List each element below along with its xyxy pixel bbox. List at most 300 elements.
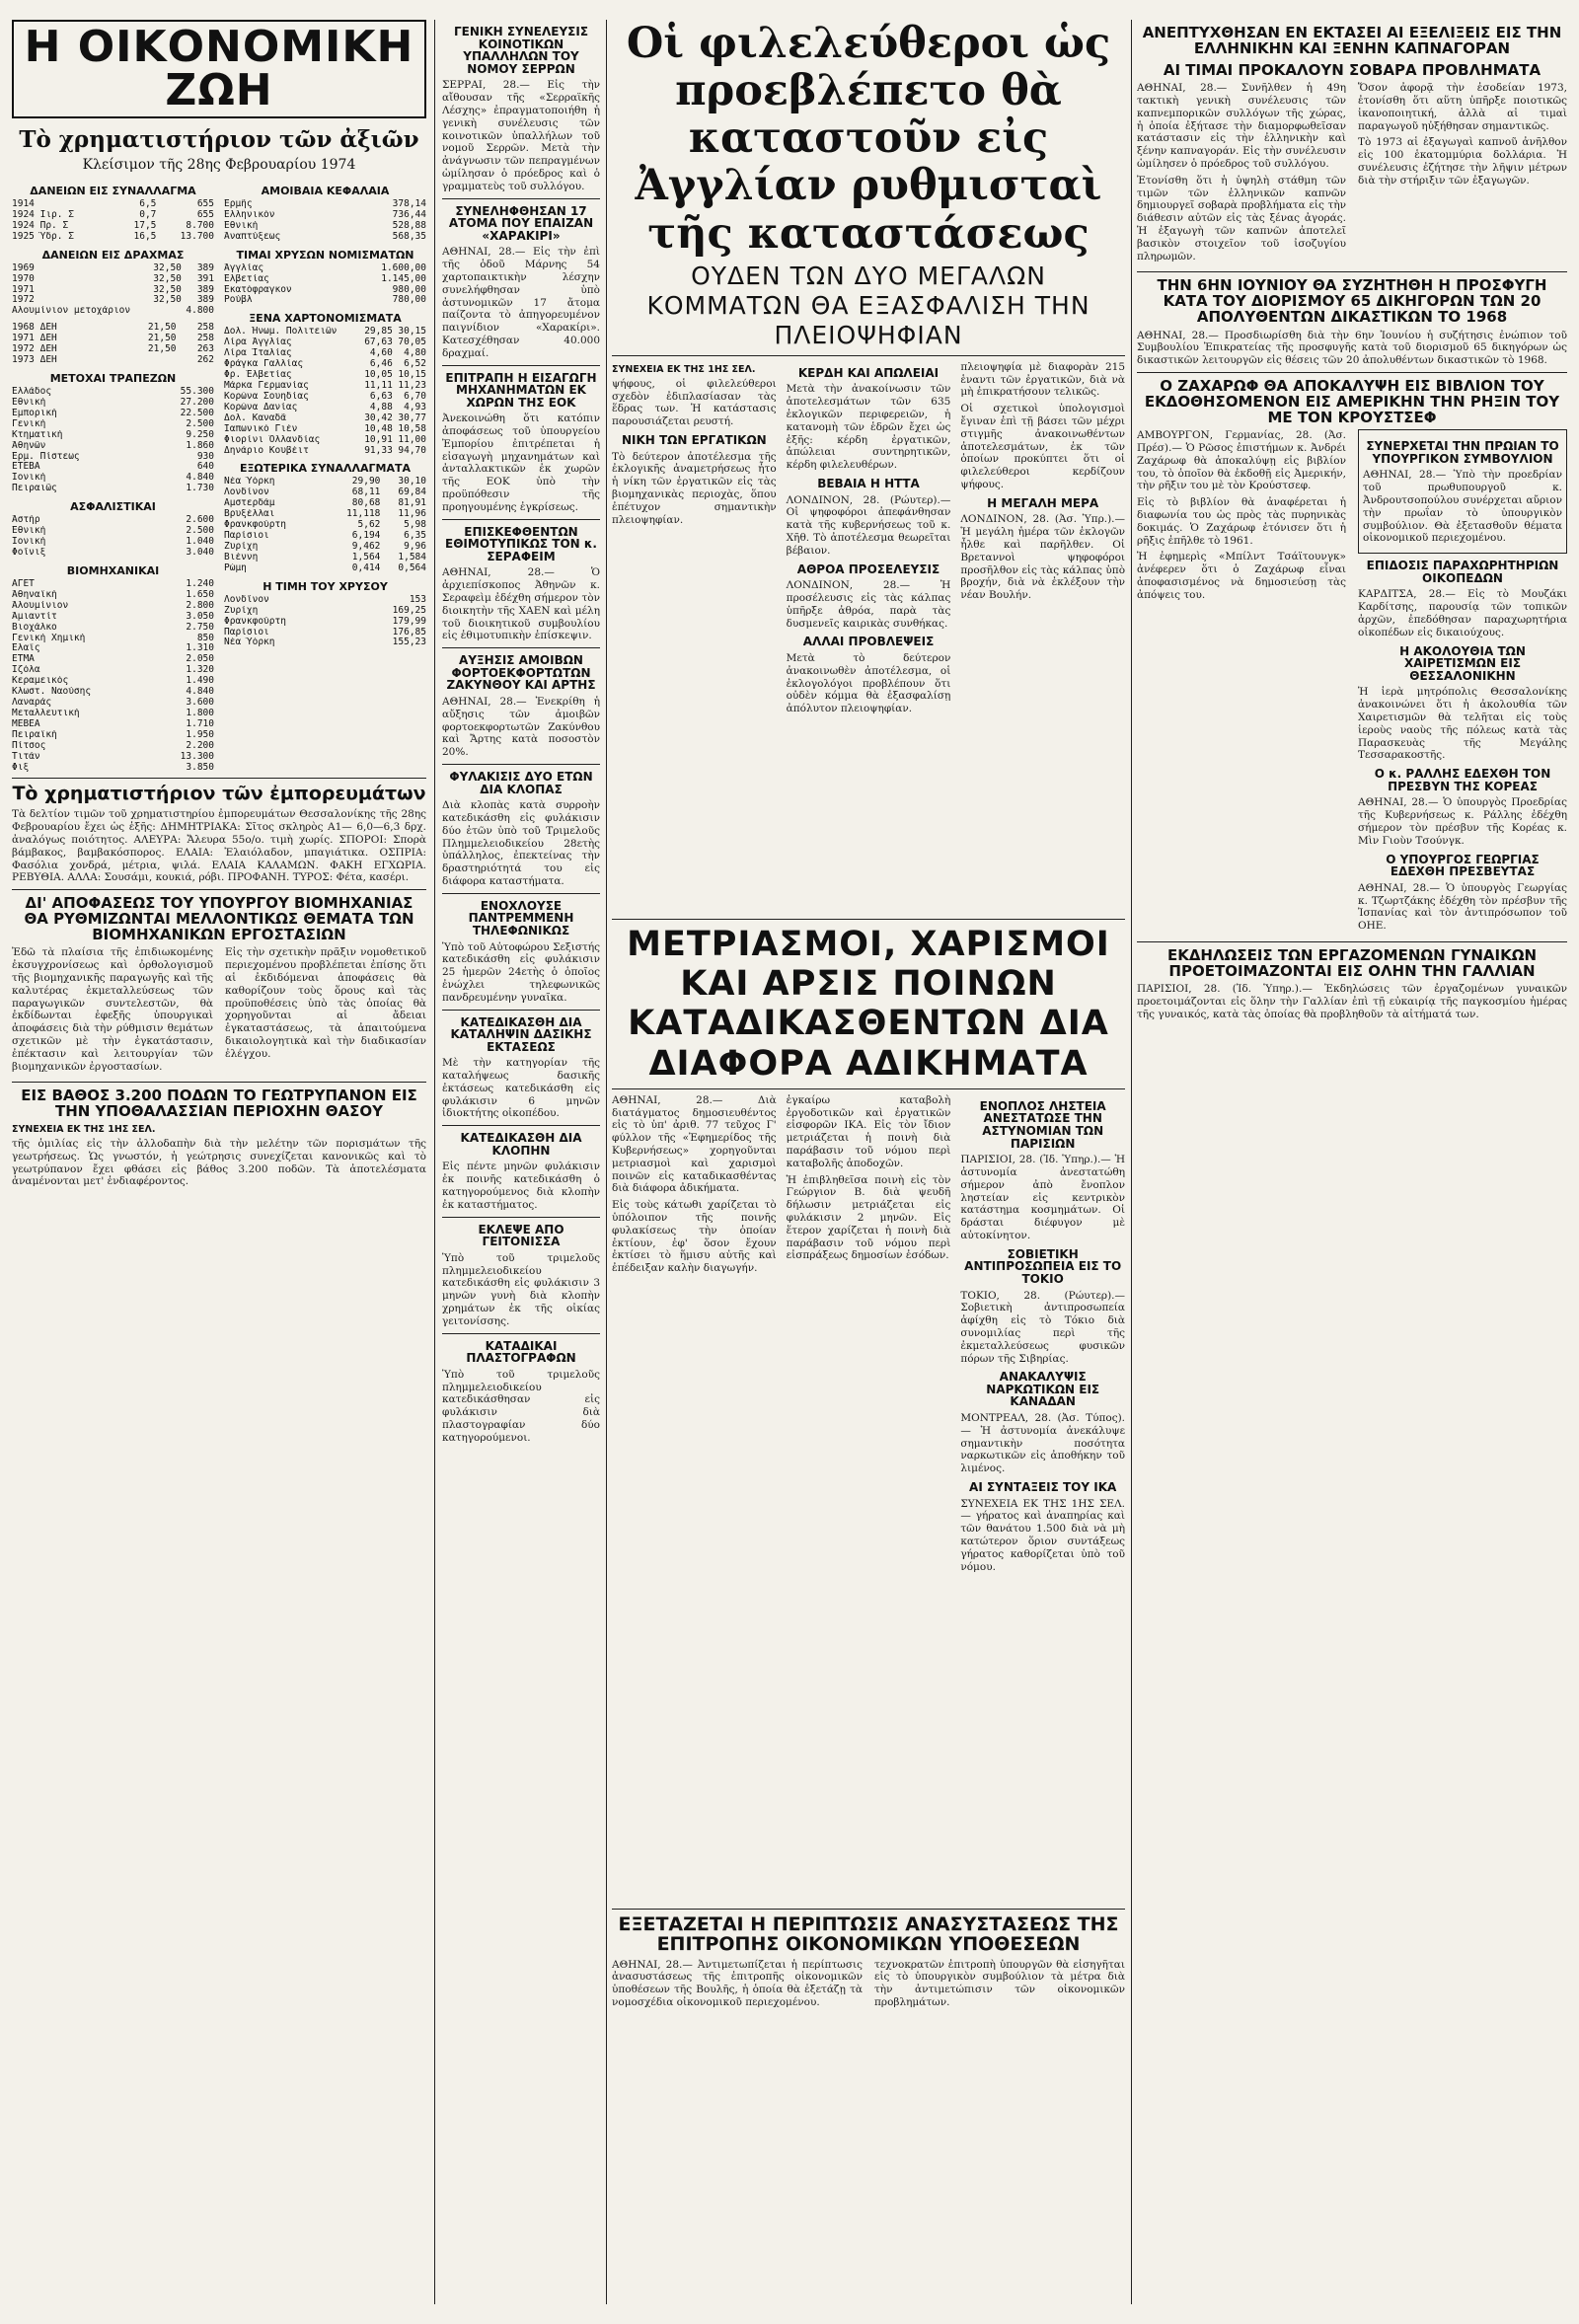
table-row [12,548,214,559]
article-headline: ΚΑΤΕΔΙΚΑΣΘΗ ΔΙΑ ΚΑΤΑΛΗΨΙΝ ΔΑΣΙΚΗΣ ΕΚΤΑΣΕΩΣ [450,1014,592,1054]
table-cell-value: 9,462 [351,541,381,552]
table-cell-value: 30,15 [398,327,426,337]
table-cell-value: 8.700 [186,220,214,231]
sakharov-headline: Ο ΖΑΧΑΡΩΦ ΘΑ ΑΠΟΚΑΛΥΨΗ ΕΙΣ ΒΙΒΛΙΟΝ ΤΟΥ ΕΚΔΟΘΗΣΟΜΕΝΟΝ ΕΙΣ ΑΜΕΡΙΚΗΝ ΤΗΝ ΡΗΞΙΝ ΤΟΥ ΜΕ ΤΟΝ ΚΡΟΥΣΤΣΕΦ [1144,377,1560,426]
table-cell-value: 3.850 [186,762,214,773]
table-cell-label: Παρίσιοι [224,531,269,542]
table-cell-label: Αλουμίνιον μετοχάριον [12,306,131,317]
table-title: ΑΣΦΑΛΙΣΤΙΚΑΙ [70,500,156,514]
table-cell-label: Λονδῖνον [224,594,269,605]
table-row [12,741,214,752]
article-headline: ΑΙ ΣΥΝΤΑΞΕΙΣ ΤΟΥ ΙΚΑ [969,1480,1117,1495]
divider [1137,372,1567,373]
divider [612,1909,1125,1910]
table-row [12,344,214,355]
table-row [12,654,214,665]
article-text: ΑΘΗΝΑΙ, 28.— Ὁ ὑπουργὸς Γεωργίας κ. Τζωρτζάκης ἐδέχθη τὸν πρέσβυν τῆς Ἰσπανίας καὶ τὸν ἀντιπρόσωπον τοῦ ΟΗΕ. [1358,881,1567,933]
lead-subheadline: ΟΥΔΕΝ ΤΩΝ ΔΥΟ ΜΕΓΑΛΩΝ ΚΟΜΜΑΤΩΝ ΘΑ ΕΞΑΣΦΑΛΙΣΗ ΤΗΝ ΠΛΕΙΟΨΗΦΙΑΝ [646,261,1090,349]
table-row [12,462,214,473]
foreign-fx-table [224,477,426,573]
article-headline: Η ΑΚΟΛΟΥΘΙΑ ΤΩΝ ΧΑΙΡΕΤΙΣΜΩΝ ΕΙΣ ΘΕΣΣΑΛΟΝΙΚΗΝ [1399,643,1526,683]
table-cell-label: Ρούβλ [224,295,253,306]
table-cell-value: 1.600,00 [381,262,426,273]
table-cell-value: 6,35 [404,531,426,542]
table-cell-value: 29,90 [351,477,381,487]
table-cell-label: 1968 ΔΕΗ [12,323,57,334]
table-cell-label: Ἐθνική [12,397,46,408]
column-right-news [1137,20,1567,2304]
table-row [12,419,214,430]
table-cell-value: 81,91 [398,498,426,509]
table-row [12,709,214,719]
commodities-text: Τὰ δελτίον τιμῶν τοῦ χρηματιστηρίου ἐμπορευμάτων Θεσσαλονίκης τῆς 28ης Φεβρουαρίου ἔχει ὡς ἑξῆς: ΔΗΜΗΤΡΙΑΚΑ: Σῖτος σκληρὸς Α1— 6,0—6,3 δρχ. ἀναλόγως ποιότητος. ΑΛΕΥΡΑ: Ἄλευρα 55ο/ο. τιμὴ χωρίς. ΣΠΟΡΟΙ: Σπορὰ βάμβακος, βαμβακόσπορος. ΕΛΑΙΑ: Ἐλαιόλαδον, μπαγιάτικα. ΟΣΠΡΙΑ: Φασόλια χονδρά, μέτρια, ψιλά. ΕΛΑΙΑ ΚΑΛΑΜΩΝ. ΦΑΚΗ ΕΓΧΩΡΙΑ. ΡΕΒΥΘΙΑ. ΑΛΛΑ: Σουσάμι, κουκιά, ρόβι. ΠΡΟΦΑΝΗ. ΤΥΡΟΣ: Φέτα, κασέρι. [12,808,426,884]
divider [442,365,600,366]
section-subhead: ΒΕΒΑΙΑ Η ΗΤΤΑ [817,476,920,490]
table-cell-label: 1969 [12,262,35,273]
table-cell-label: Ἀναπτύξεως [224,231,281,242]
article-headline: Ο κ. ΡΑΛΛΗΣ ΕΔΕΧΘΗ ΤΟΝ ΠΡΕΣΒΥΝ ΤΗΣ ΚΟΡΕΑΣ [1374,767,1551,793]
table-cell-value: 9,96 [404,541,426,552]
table-cell-label: Ἐμπορική [12,408,57,418]
table-row [224,477,426,487]
article-text: Ἡ ἐφημερὶς «Μπίλντ Τσάϊτουνγκ» ἀνέφερεν ὅτι ὁ Ζαχάρωφ εἶναι ἀποφασισμένος νὰ δημοσιεύσῃ τὰς ἀπόψεις του. [1137,551,1346,601]
article-headline: ΕΝΟΠΛΟΣ ΛΗΣΤΕΙΑ ΑΝΕΣΤΑΤΩΣΕ ΤΗΝ ΑΣΤΥΝΟΜΙΑΝ ΤΩΝ ΠΑΡΙΣΙΩΝ [979,1098,1106,1151]
table-row [12,763,214,774]
table-cell-label: Λαναράς [12,698,52,709]
table-cell-label: Ἐθνική [224,220,259,231]
committee-headline: ΕΞΕΤΑΖΕΤΑΙ Η ΠΕΡΙΠΤΩΣΙΣ ΑΝΑΣΥΣΤΑΣΕΩΣ ΤΗΣ ΕΠΙΤΡΟΠΗΣ ΟΙΚΟΝΟΜΙΚΩΝ ΥΠΟΘΕΣΕΩΝ [618,1912,1119,1955]
table-cell-label: 1971 ΔΕΗ [12,334,57,344]
loans-fx-table [12,199,214,243]
table-cell-value: 11,118 [346,509,381,520]
table-cell-label: 1972 [12,295,35,306]
table-cell-value: 5,98 [404,520,426,531]
table-cell-label: ΕΤΜΑ [12,654,35,665]
table-row [224,392,426,403]
table-cell-value: 13.700 [180,231,214,242]
table-cell-label: Ἀμιαντίτ [12,611,57,622]
table-cell-label: Ἀγγλίας [224,262,264,273]
section-subhead: ΚΕΡΔΗ ΚΑΙ ΑΠΩΛΕΙΑΙ [797,365,940,380]
table-cell-value: 6,46 [369,359,393,370]
table-cell-label: Κορώνα Δανίας [224,402,298,412]
table-cell-value: 30,10 [398,477,426,487]
article-text: Ὑπὸ τοῦ Αὐτοφώρου Σεξιστής κατεδικάσθη εἰς φυλάκισιν 25 ἡμερῶν 24ετὴς ὁ ὁποῖος ἐνώχλει τηλεφωνικῶς πανδρευμένην γυναῖκα. [442,940,600,1004]
banks-table [12,387,214,494]
table-cell-label: 1924 Ιιρ. Σ [12,209,74,220]
article-text: ΑΘΗΝΑΙ, 28.— Εἰς τὴν ἐπὶ τῆς ὁδοῦ Μάρνης 54 χαρτοπαικτικὴν λέσχην συνελήφθησαν ὑπὸ ἀστυνομικῶν 17 ἄτομα παίζοντα τὸ ἀπηγορευμένον παιγνίδιον «Χαρακίρι». Κατεσχέθησαν 40.000 δραχμαί. [442,246,600,359]
table-title: ΤΙΜΑΙ ΧΡΥΣΩΝ ΝΟΜΙΣΜΑΤΩΝ [236,248,414,262]
table-cell-value: 4.800 [186,306,214,317]
table-cell-value: 258 [196,334,214,344]
divider [612,1088,1125,1089]
table-row [224,348,426,359]
article-text: ΑΘΗΝΑΙ, 28.— Ἐνεκρίθη ἡ αὔξησις τῶν ἀμοιβῶν φορτοεκφορτωτῶν Ζακύνθου καὶ Ἄρτης κατὰ ποσοστὸν 20%. [442,696,600,759]
table-row [12,323,214,334]
table-cell-value [149,306,182,317]
table-cell-value: 1.650 [186,589,214,600]
table-cell-value: 263 [196,344,214,355]
industrial-table [12,579,214,774]
article-text: ΑΘΗΝΑΙ, 28.— Ὁ ὑπουργὸς Προεδρίας τῆς Κυβερνήσεως κ. Ράλλης ἐδέχθη σήμερον τὸν πρέσβυν τῆς Κορέας κ. Μὶν Γιοὺν Τσούνγκ. [1358,796,1567,847]
table-cell-value: 11,23 [398,380,426,391]
divider [442,1217,600,1218]
women-headline: ΕΚΔΗΛΩΣΕΙΣ ΤΩΝ ΕΡΓΑΖΟΜΕΝΩΝ ΓΥΝΑΙΚΩΝ ΠΡΟΕΤΟΙΜΑΖΟΝΤΑΙ ΕΙΣ ΟΛΗΝ ΤΗΝ ΓΑΛΛΙΑΝ [1166,945,1538,980]
table-cell-value: 930 [196,451,214,462]
banknotes-table [224,327,426,456]
table-cell-value: 389 [196,262,214,273]
table-row [224,446,426,457]
table-cell-label: Κλωστ. Ναούσης [12,687,92,698]
table-cell-label: Ἐλβετίας [224,273,269,284]
article-text: ΠΑΡΙΣΙΟΙ, 28. (Ἰδ. Ὑπηρ.).— Ἡ ἀστυνομία ἀνεστατώθη σήμερον ἀπὸ ἔνοπλον ληστείαν εἰς κεντρικὸν κατάστημα κοσμημάτων. Οἱ δράσται διέφυγον μὲ αὐτοκίνητον. [960,1154,1125,1241]
table-row [12,719,214,730]
article-headline: ΕΝΟΧΛΟΥΣΕ ΠΑΝΤΡΕΜΜΕΝΗ ΤΗΛΕΦΩΝΙΚΩΣ [468,898,574,937]
divider [1137,941,1567,942]
table-cell-label: Ἑρμῆς [224,199,253,209]
table-row [12,643,214,654]
divider [442,1010,600,1011]
table-cell-value: 6,194 [351,531,381,542]
article-text: Οἱ σχετικοὶ ὑπολογισμοὶ ἔγιναν ἐπὶ τῇ βάσει τῶν μέχρι στιγμῆς ἀνακοινωθέντων ἀποτελεσμάτων, ἐκ τῶν ὁποίων προκύπτει ὅτι οἱ φιλελεύθεροι κερδίζουν ψήφους. [960,403,1125,490]
table-row [12,274,214,285]
table-row [224,221,426,232]
table-cell-label: Μεταλλευτική [12,708,80,718]
divider [612,919,1125,920]
table-cell-value: 528,88 [392,220,426,231]
table-cell-label: Ἀλουμίνιον [12,600,69,611]
table-cell-value: 262 [196,355,214,366]
drilling-headline: ΕΙΣ ΒΑΘΟΣ 3.200 ΠΟΔΩΝ ΤΟ ΓΕΩΤΡΥΠΑΝΟΝ ΕΙΣ ΤΗΝ ΥΠΟΘΑΛΑΣΣΙΑΝ ΠΕΡΙΟΧΗΝ ΘΑΣΟΥ [21,1087,417,1121]
table-cell-label: Φιορίνι Ὁλλανδίας [224,434,321,445]
table-cell-label: Ἐκατόφραγκον [224,284,292,295]
table-cell-label: Ἐλαΐς [12,643,40,654]
table-title: ΕΞΩΤΕΡΙΚΑ ΣΥΝΑΛΛΑΓΜΑΤΑ [239,462,412,476]
article-text: Μετὰ τὴν ἀνακοίνωσιν τῶν ἀποτελεσμάτων τῶν 635 ἐκλογικῶν περιφερειῶν, ἡ κατανομὴ τῶν ἑδρῶν ἔχει ὡς ἑξῆς: κέρδη ἐργατικῶν, ἀπώλειαι συντηρητικῶν, κέρδη φιλελευθέρων. [786,383,951,472]
article-headline: ΣΥΝΕΛΗΦΘΗΣΑΝ 17 ΑΤΟΜΑ ΠΟΥ ΕΠΑΙΖΑΝ «ΧΑΡΑΚΙΡΙ» [448,203,594,243]
table-cell-value: 6,52 [404,359,426,370]
table-cell-value: 94,70 [398,445,426,456]
loans-dr-table [12,263,214,318]
table-row [12,452,214,463]
article-text: ΑΜΒΟΥΡΓΟΝ, Γερμανίας, 28. (Ἀσ. Πρέσ).— Ὁ Ρῶσος ἐπιστήμων κ. Ἀνδρέι Ζαχάρωφ θὰ ἀποκαλύψῃ εἰς βιβλίον του, τὸ ὁποῖον θὰ ἐκδοθῇ εἰς Ἀμερικήν, τὴν ρῆξιν του μὲ τὸν Κρούστσεφ. [1137,429,1346,492]
table-cell-value: 32,50 [153,273,182,284]
table-cell-value: 4,60 [369,348,393,359]
article-headline: Ο ΥΠΟΥΡΓΟΣ ΓΕΩΡΓΙΑΣ ΕΔΕΧΘΗ ΠΡΕΣΒΕΥΤΑΣ [1386,852,1540,879]
table-row [224,424,426,435]
column-markets [12,20,426,2304]
table-cell-label: Λίρα Ἀγγλίας [224,337,292,348]
table-cell-label: Δολ. Ἡνωμ. Πολιτειῶν [224,327,338,337]
article-text: Τὸ δεύτερον ἀποτέλεσμα τῆς ἐκλογικῆς ἀναμετρήσεως ἦτο ἡ νίκη τῶν ἐργατικῶν εἰς τὰς βιομηχανικὰς περιοχὰς, ὅπου ἐπέτυχον σημαντικὴν πλειοψηφίαν. [612,450,777,526]
table-cell-value: 4,88 [369,402,393,412]
table-cell-value: 69,84 [398,487,426,498]
table-row [12,285,214,296]
table-cell-value: 655 [196,209,214,220]
article-headline: ΕΚΛΕΨΕ ΑΠΟ ΓΕΙΤΟΝΙΣΣΑ [478,1222,564,1249]
table-cell-value: 780,00 [392,295,426,306]
table-cell-value: 391 [196,273,214,284]
article-text: Ἐτονίσθη ὅτι ἡ ὑψηλὴ στάθμη τῶν τιμῶν τῶν ἑλληνικῶν καπνῶν δημιουργεῖ σοβαρὰ προβλήματα εἰς τὴν διάθεσιν αὐτῶν εἰς τὰς ξένας ἀγοράς. Ἡ ἐξαγωγὴ τῶν καπνῶν ἀποτελεῖ βασικὸν στοιχεῖον τοῦ ἰσοζυγίου πληρωμῶν. [1137,174,1346,262]
table-cell-value: 2.500 [186,418,214,429]
table-cell-value: 1.860 [186,440,214,451]
section-subhead: ΑΘΡΟΑ ΠΡΟΣΕΛΕΥΣΙΣ [796,562,940,576]
table-cell-value: 258 [196,323,214,334]
table-row [224,210,426,221]
table-cell-value: 67,63 [364,337,393,348]
article-text: τῆς ὁμιλίας εἰς τὴν ἀλλοδαπὴν διὰ τὴν μελέτην τῶν πορισμάτων τῆς γεωτρήσεως. Ὡς γνωστόν, ἡ γεώτρησις συνεχίζεται κανονικῶς καὶ τὸ γεωτρύπανον ἔχει φθάσει εἰς βάθος 3.200 ποδῶν. Τὰ ἀποτελέσματα ἀναμένονται μετ' ἐνδιαφέροντος. [12,1137,426,1188]
column-short-news [442,20,600,2304]
tobacco-headline: ΑΝΕΠΤΥΧΘΗΣΑΝ ΕΝ ΕΚΤΑΣΕΙ ΑΙ ΕΞΕΛΙΞΕΙΣ ΕΙΣ ΤΗΝ ΕΛΛΗΝΙΚΗΝ ΚΑΙ ΞΕΝΗΝ ΚΑΠΝΑΓΟΡΑΝ [1142,24,1562,57]
table-cell-value: 850 [196,633,214,643]
table-cell-value: 1.710 [186,718,214,729]
table-row [224,542,426,553]
table-title: ΑΜΟΙΒΑΙΑ ΚΕΦΑΛΑΙΑ [261,185,390,197]
article-text: Εἰς τοὺς κάτωθι χαρίζεται τὸ ὑπόλοιπον τῆς ποινῆς φυλακίσεως τὴν ὁποίαν ἐκτίουν, ἐφ' ὅσον ἔχουν ἐκτίσει τὸ ἥμισυ αὐτῆς καὶ ἐπέδειξαν καλὴν διαγωγήν. [612,1199,777,1275]
table-row [12,634,214,644]
table-row [12,387,214,398]
table-cell-value: 91,33 [364,445,393,456]
table-cell-label: 1914 [12,199,35,209]
table-cell-label: Πειραιῶς [12,484,57,494]
article-text: ΛΟΝΔΙΝΟΝ, 28. (Ρώυτερ).— Οἱ ψηφοφόροι ἀπεφάνθησαν κατὰ τῆς κυβερνήσεως τοῦ κ. Χῆθ. Τὸ ἀποτέλεσμα θεωρεῖται βέβαιον. [786,493,951,557]
table-cell-label: ΑΓΕΤ [12,578,35,589]
table-row [224,637,426,648]
table-cell-value: 3.040 [186,547,214,558]
table-row [224,435,426,446]
table-row [12,430,214,441]
section-subhead: Η ΜΕΓΑΛΗ ΜΕΡΑ [987,495,1099,510]
table-cell-value: 55.300 [180,386,214,397]
table-cell-value: 4.840 [186,687,214,698]
table-row [224,232,426,243]
table-cell-label: Πίτσος [12,740,46,751]
table-cell-label: Φιξ [12,762,30,773]
table-cell-value: 4,93 [404,402,426,412]
table-cell-value: 640 [196,462,214,473]
table-cell-label: Νέα Ὑόρκη [224,637,275,648]
table-cell-value: 4,80 [404,348,426,359]
table-cell-label: Ρώμη [224,562,247,573]
table-cell-value: 169,25 [392,605,426,616]
article-headline: ΚΑΤΑΔΙΚΑΙ ΠΛΑΣΤΟΓΡΑΦΩΝ [466,1338,576,1366]
article-text: ΛΟΝΔΙΝΟΝ, 28.— Ἡ προσέλευσις εἰς τὰς κάλπας ὑπῆρξε ἀθρόα, παρὰ τὰς δυσμενεῖς καιρικὰς συνθήκας. [786,579,951,630]
article-headline: ΕΠΙΣΚΕΦΘΕΝΤΩΝ ΕΘΙΜΟΤΥΠΙΚΩΣ ΤΟΝ κ. ΣΕΡΑΦΕΙΜ [445,524,597,563]
table-row [12,601,214,612]
table-cell-value: 21,50 [147,323,177,334]
table-row [12,441,214,452]
article-text: Τὸ 1973 αἱ ἐξαγωγαὶ καπνοῦ ἀνῆλθον εἰς 100 ἑκατομμύρια δολλάρια. Ἡ συνέλευσις ἐζήτησε τὴν λῆψιν μέτρων διὰ τὴν στήριξιν τῶν ἐξαγωγῶν. [1358,136,1567,187]
divider [442,893,600,894]
table-cell-value: 30,77 [398,412,426,423]
table-cell-label: Ἀστήρ [12,515,40,526]
table-cell-value: 17,5 [133,220,157,231]
table-cell-label: 1925 Ύδρ. Σ [12,231,74,242]
table-cell-value: 155,23 [392,637,426,648]
commodities-headline: Τὸ χρηματιστήριον τῶν ἐμπορευμάτων [12,783,426,805]
table-row [12,515,214,526]
table-cell-label: Ἑρμ. Πίστεως [12,451,80,462]
column-rule [434,20,435,2304]
divider [12,778,426,779]
table-cell-value: 389 [196,284,214,295]
table-row [224,413,426,424]
table-cell-value: 4.840 [186,473,214,484]
table-cell-value: 30,42 [364,412,393,423]
table-row [12,306,214,317]
table-cell-value: 16,5 [133,231,157,242]
table-title: ΔΑΝΕΙΩΝ ΕΙΣ ΔΡΑΧΜΑΣ [41,248,185,262]
divider [442,647,600,648]
table-cell-value: 32,50 [153,284,182,295]
table-cell-value: 568,35 [392,231,426,242]
table-cell-label: 1972 ΔΕΗ [12,344,57,355]
table-cell-value: 32,50 [153,295,182,306]
table-cell-value: 1.730 [186,484,214,494]
section-subhead: ΝΙΚΗ ΤΩΝ ΕΡΓΑΤΙΚΩΝ [621,432,767,447]
table-cell-value: 10,91 [364,434,393,445]
table-cell-label: Λονδίνον [224,487,269,498]
table-cell-label: Τιτάν [12,751,40,762]
table-row [12,665,214,676]
article-text: ΑΘΗΝΑΙ, 28.— Προσδιωρίσθη διὰ τὴν 6ην Ἰουνίου ἡ συζήτησις ἐνώπιον τοῦ Συμβουλίου Ἐπικρατείας τῆς προσφυγῆς κατὰ τοῦ διορισμοῦ 65 δικηγόρων ὡς δικαστικῶν λειτουργῶν εἰς θέσεις τῶν 20 ἀπολυθέντων δικαστικῶν τὸ 1968. [1137,329,1567,367]
table-cell-value: 9.250 [186,429,214,440]
table-cell-label: Λίρα Ἰταλίας [224,348,292,359]
table-cell-value: 2.500 [186,526,214,537]
cabinet-box [1358,429,1567,554]
pardons-headline: ΜΕΤΡΙΑΣΜΟΙ, ΧΑΡΙΣΜΟΙ ΚΑΙ ΑΡΣΙΣ ΠΟΙΝΩΝ ΚΑΤΑΔΙΚΑΣΘΕΝΤΩΝ ΔΙΑ ΔΙΑΦΟΡΑ ΑΔΙΚΗΜΑΤΑ [627,924,1110,1084]
table-cell-label: Αμστερδάμ [224,498,275,509]
article-text: Εἰς τὴν σχετικὴν πρᾶξιν νομοθετικοῦ περιεχομένου προβλέπεται ἐπίσης ὅτι αἱ ἐκδιδόμεναι ἀποφάσεις θὰ καθορίζουν τοὺς ὅρους καὶ τὰς προϋποθέσεις ὑπὸ τὰς ὁποίας θὰ χορηγοῦνται αἱ ἄδειαι ἐγκαταστάσεως, τὰ ἀπαιτούμενα δικαιολογητικὰ καὶ τὴν διαδικασίαν ἐλέγχου. [225,946,426,1060]
column-rule [1131,20,1132,2304]
lawyers-headline: ΤΗΝ 6ΗΝ ΙΟΥΝΙΟΥ ΘΑ ΣΥΖΗΤΗΘΗ Η ΠΡΟΣΦΥΓΗ ΚΑΤΑ ΤΟΥ ΔΙΟΡΙΣΜΟΥ 65 ΔΙΚΗΓΟΡΩΝ ΤΩΝ 20 ΑΠΟΛΥΘΕΝΤΩΝ ΔΙΚΑΣΤΙΚΩΝ ΤΟ 1968 [1157,276,1547,326]
table-row [224,285,426,296]
table-row [12,221,214,232]
table-cell-label: Δηνάριο Κουβέιτ [224,445,309,456]
cabinet-headline: ΣΥΝΕΡΧΕΤΑΙ ΤΗΝ ΠΡΩΙΑΝ ΤΟ ΥΠΟΥΡΓΙΚΟΝ ΣΥΜΒΟΥΛΙΟΝ [1366,439,1559,466]
table-cell-label: Βιοχάλκο [12,622,57,633]
table-cell-value: 980,00 [392,284,426,295]
table-cell-label: Φράγκα Γαλλίας [224,359,304,370]
table-cell-label: Ἑλλάδος [12,386,52,397]
table-row [12,334,214,344]
table-cell-value: 3.600 [186,698,214,709]
table-cell-value: 736,44 [392,209,426,220]
table-cell-label: Ἰονική [12,537,46,548]
table-cell-label: Νέα Ὑόρκη [224,477,275,487]
table-cell-value: 1.240 [186,578,214,589]
table-cell-label: Πειραϊκή [12,729,57,740]
table-row [12,398,214,409]
table-cell-value: 6,70 [404,391,426,402]
table-cell-value: 22.500 [180,408,214,418]
table-cell-value: 2.600 [186,515,214,526]
article-text: ΚΑΡΔΙΤΣΑ, 28.— Εἰς τὸ Μουζάκι Καρδίτσης, παρουσίᾳ τῶν τοπικῶν ἀρχῶν, ἐπεδόθησαν παραχωρητήρια οἰκοπέδων εἰς δικαιούχους. [1358,588,1567,638]
article-text: ψήφους, οἱ φιλελεύθεροι σχεδὸν ἐδιπλασίασαν τὰς ἕδρας των. Ἡ κατάστασις παρουσιάζεται ρευστή. [612,377,777,428]
table-cell-value: 0,564 [398,562,426,573]
industry-headline: ΔΙ' ΑΠΟΦΑΣΕΩΣ ΤΟΥ ΥΠΟΥΡΓΟΥ ΒΙΟΜΗΧΑΝΙΑΣ ΘΑ ΡΥΘΜΙΖΩΝΤΑΙ ΜΕΛΛΟΝΤΙΚΩΣ ΘΕΜΑΤΑ ΤΩΝ ΒΙΟΜΗΧΑΝΙΚΩΝ ΕΡΓΟΣΤΑΣΙΩΝ [24,894,414,943]
table-cell-value: 70,05 [398,337,426,348]
table-cell-value: 68,11 [351,487,381,498]
table-cell-value: 3.050 [186,611,214,622]
table-row [12,537,214,548]
table-cell-value: 5,62 [357,520,381,531]
article-text: ΑΘΗΝΑΙ, 28.— Ὁ ἀρχιεπίσκοπος Ἀθηνῶν κ. Σεραφεὶμ ἐδέχθη σήμερον τὸν διοικητὴν τῆς ΧΑΕΝ καὶ μέλη τοῦ διοικητικοῦ συμβουλίου εἰς ἐθιμοτυπικὴν ἐπίσκεψιν. [442,566,600,642]
table-row [12,295,214,306]
table-cell-value: 11,00 [398,434,426,445]
gold-coins-table [224,263,426,307]
divider [12,1082,426,1083]
table-row [224,509,426,520]
article-text: ΣΥΝΕΧΕΙΑ ΕΚ ΤΗΣ 1ΗΣ ΣΕΛ. — γήρατος καὶ ἀναπηρίας καὶ τῶν θανάτου 1.500 διὰ νὰ μὴ κατώτερον ὅριον συντάξεως γήρατος καθορίζεται ὑπὸ τοῦ νόμου. [960,1497,1125,1573]
table-cell-label: ΜΕΒΕΑ [12,718,40,729]
divider [12,889,426,890]
table-cell-label: Γενική [12,418,46,429]
article-headline: ΑΥΞΗΣΙΣ ΑΜΟΙΒΩΝ ΦΟΡΤΟΕΚΦΟΡΤΩΤΩΝ ΖΑΚΥΝΘΟΥ ΚΑΙ ΑΡΤΗΣ [446,653,596,693]
table-cell-value: 6,5 [139,199,157,209]
table-cell-label: 1971 [12,284,35,295]
table-cell-value: 0,7 [139,209,157,220]
divider [1137,271,1567,272]
article-text: Μετὰ τὸ δεύτερον ἀνακοινωθὲν ἀποτέλεσμα, οἱ ἐκλογολόγοι προβλέπουν ὅτι οὐδὲν κόμμα θὰ ἐξασφαλίσῃ ἀπόλυτον πλειοψηφίαν. [786,651,951,715]
table-row [224,295,426,306]
table-cell-label: Βρυξέλλαι [224,509,275,520]
table-row [224,520,426,531]
table-cell-label: Ἀθηνῶν [12,440,46,451]
table-row [224,327,426,337]
table-cell-label: ΕΤΕΒΑ [12,462,40,473]
table-row [224,487,426,498]
table-cell-value: 0,414 [351,562,381,573]
lead-headline: Οἱ φιλελεύθεροι ὡς προεβλέπετο θὰ καταστοῦν εἰς Ἀγγλίαν ρυθμισταὶ τῆς καταστάσεως [626,20,1111,259]
table-cell-value: 6,63 [369,391,393,402]
table-row [12,623,214,634]
table-cell-label: Ἐθνική [12,526,46,537]
section-subhead: ΑΛΛΑΙ ΠΡΟΒΛΕΨΕΙΣ [802,635,935,649]
table-cell-value: 1.320 [186,665,214,676]
article-text: ΑΘΗΝΑΙ, 28.— Ἀντιμετωπίζεται ἡ περίπτωσις ἀνασυστάσεως τῆς ἐπιτροπῆς οἰκονομικῶν ὑποθέσεων τῆς Βουλῆς, ἡ ὁποία θὰ ἐξετάζῃ τὰ νομοσχέδια οἰκονομικοῦ περιεχομένου. [612,1958,863,2009]
article-text: ΠΑΡΙΣΙΟΙ, 28. (Ἰδ. Ὑπηρ.).— Ἐκδηλώσεις τῶν ἐργαζομένων γυναικῶν προετοιμάζονται εἰς ὅλην τὴν Γαλλίαν ἐπὶ τῇ εὐκαιρίᾳ τῆς παγκοσμίου ἡμέρας τῆς γυναικός, κατὰ τὰς ὁποίας θὰ προβληθοῦν τὰ αἰτήματά των. [1137,983,1567,1021]
article-text: Εἰς πέντε μηνῶν φυλάκισιν ἐκ ποινῆς κατεδικάσθη ὁ κατηγορούμενος διὰ κλοπὴν ἐκ καταστήματος. [442,1161,600,1211]
table-cell-value: 10,58 [398,423,426,434]
table-row [224,563,426,574]
table-cell-value: 32,50 [153,262,182,273]
table-row [224,337,426,348]
table-title: ΒΙΟΜΗΧΑΝΙΚΑΙ [66,563,160,577]
divider [442,1125,600,1126]
divider [442,198,600,199]
table-cell-label: Κτηματική [12,429,63,440]
table-cell-label: Φρανκφούρτη [224,520,286,531]
table-row [12,526,214,537]
article-headline: ΦΥΛΑΚΙΣΙΣ ΔΥΟ ΕΤΩΝ ΔΙΑ ΚΛΟΠΑΣ [449,769,593,796]
table-cell-value: 1.040 [186,537,214,548]
article-text: Ἡ ἐπιβληθεῖσα ποινὴ εἰς τὸν Γεώργιον Β. διὰ ψευδῆ δήλωσιν μετριάζεται εἰς φυλάκισιν 2 μηνῶν. Εἰς ἕτερον χαρίζεται ἡ ποινὴ διὰ παράβασιν τοῦ νόμου περὶ εἰσπράξεως δημοσίων ἐσόδων. [786,1173,951,1262]
table-cell-value: 11,11 [364,380,393,391]
table-cell-value: 1.800 [186,708,214,718]
masthead-title: Η ΟΙΚΟΝΟΜΙΚΗ ΖΩΗ [12,20,426,118]
table-cell-value [113,355,176,366]
article-text: Ὑπὸ τοῦ τριμελοῦς πλημμελειοδικείου κατεδικάσθη εἰς φυλάκισιν 3 μηνῶν γυνὴ διὰ κλοπὴν χρημάτων ἐκ τῆς οἰκίας γειτονίσσης. [442,1251,600,1327]
table-cell-label: Ζυρίχη [224,605,259,616]
table-cell-label: Δολ. Καναδᾶ [224,412,286,423]
divider [442,1333,600,1334]
loans-deh-table [12,323,214,366]
table-title: ΔΑΝΕΙΩΝ ΕΙΣ ΣΥΝΑΛΛΑΓΜΑ [30,185,196,197]
table-row [12,612,214,623]
column-rule [606,20,607,2304]
table-cell-value: 10,05 [364,370,393,381]
